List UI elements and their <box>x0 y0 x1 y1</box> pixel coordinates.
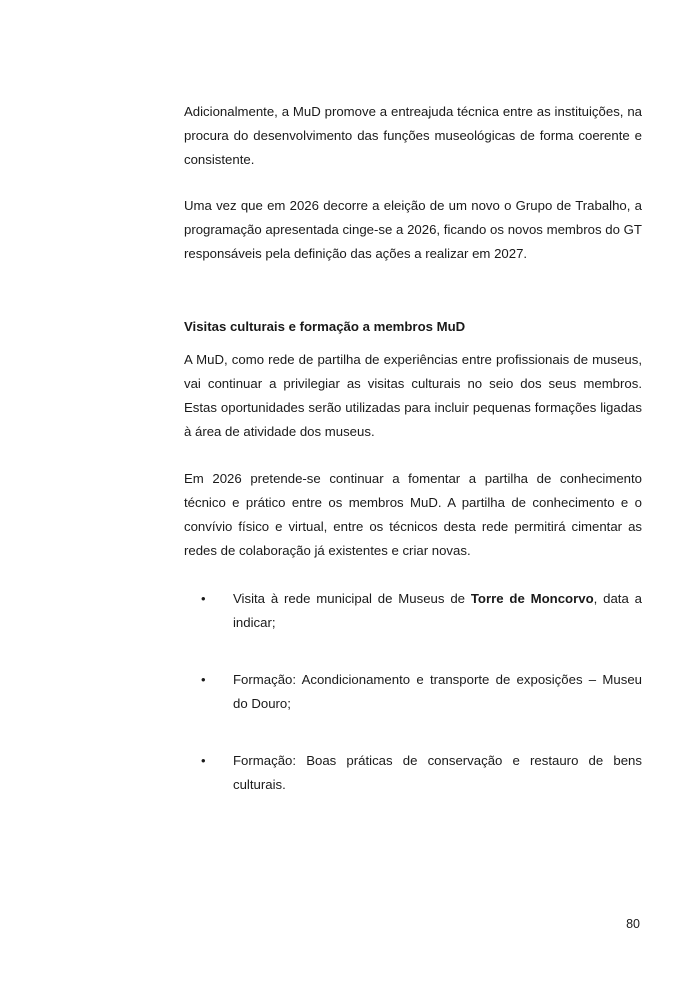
page-number: 80 <box>626 917 640 931</box>
list-item-suffix: , data a indicar; <box>233 591 642 630</box>
list-item-text: Formação: Boas práticas de conservação e restauro de bens culturais. <box>233 753 642 792</box>
list-item <box>184 749 642 797</box>
section-heading: Visitas culturais e formação a membros MuD <box>184 319 466 334</box>
activity-list <box>184 587 642 797</box>
page-content <box>184 100 642 830</box>
bullet-icon: • <box>201 753 206 768</box>
paragraph-intro: Adicionalmente, a MuD promove a entreajuda técnica entre as instituições, na procura do desenvolvimento das funções museológicas de forma coerente e consistente. <box>184 104 642 167</box>
paragraph-knowledge-sharing: Em 2026 pretende-se continuar a fomentar a partilha de conhecimento técnico e prático entre os membros MuD. A partilha de conhecimento e o convívio físico e virtual, entre os técnicos desta rede permitirá cimentar as redes de colaboração já existentes e criar novas. <box>184 471 642 558</box>
list-item-text <box>233 587 642 635</box>
list-item-bold: Torre de Moncorvo <box>470 591 594 606</box>
paragraph-visits: A MuD, como rede de partilha de experiências entre profissionais de museus, vai continuar a privilegiar as visitas culturais no seio dos seus membros. Estas oportunidades serão utilizadas para incluir pequenas formações ligadas à área de atividade dos museus. <box>184 352 642 439</box>
bullet-icon: • <box>201 672 206 687</box>
list-item <box>184 668 642 716</box>
bullet-icon: • <box>201 591 206 606</box>
paragraph-election: Uma vez que em 2026 decorre a eleição de um novo o Grupo de Trabalho, a programação apresentada cinge-se a 2026, ficando os novos membros do GT responsáveis pela definição das ações a realizar em 2027. <box>184 198 642 261</box>
list-item <box>184 587 642 635</box>
list-item-text: Formação: Acondicionamento e transporte de exposições – Museu do Douro; <box>233 672 642 711</box>
list-item-prefix: Visita à rede municipal de Museus de <box>233 591 471 606</box>
